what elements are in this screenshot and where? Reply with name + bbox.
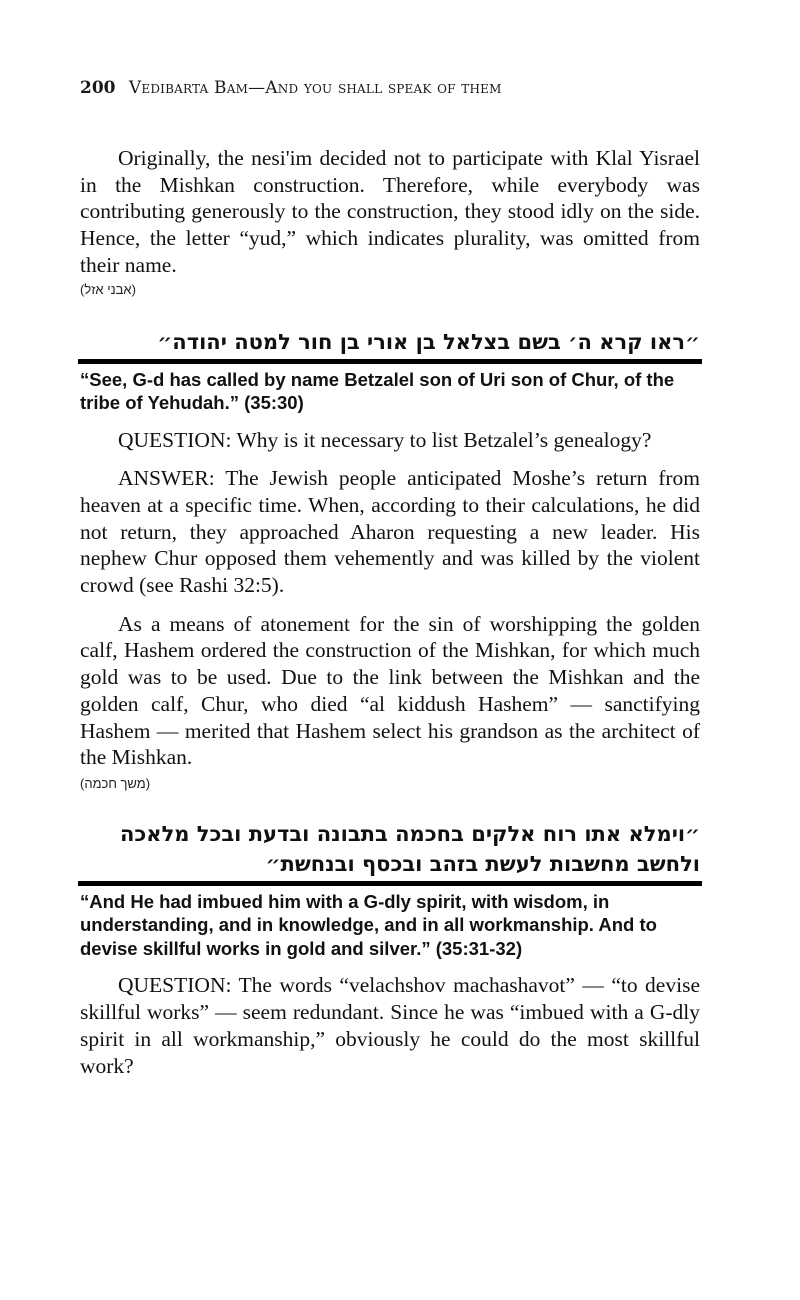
paragraph-nesiim: Originally, the nesi'im decided not to participate with Klal Yisrael in the Mishkan construction. Therefore, while everybody was contributing generously to the construction, they stood idly on the side. Hence, the letter “yud,” which indicates plurality, was omitted from their name. [80,146,700,277]
book-page [80,0,700,1079]
running-head [80,77,700,99]
hebrew-verse: ״ראו קרא ה׳ בשם בצלאל בן אורי בן חור למטה יהודה״ [157,329,700,354]
page-number: 200 [80,78,116,98]
question-paragraph: QUESTION: The words “velachshov machashavot” — “to devise skillful works” — seem redundant. Since he was “imbued with a G-dly spirit in all workmanship,” obviously he could do the most skillful work? [80,973,700,1078]
source-citation: (אבני אזל) [80,281,136,297]
answer-paragraph: ANSWER: The Jewish people anticipated Moshe’s return from heaven at a specific time. When, according to their calculations, he did not return, they approached Aharon requesting a new leader. His nephew Chur opposed them vehemently and was killed by the violent crowd (see Rashi 32:5). [80,466,700,598]
section-rule [78,359,702,364]
question-paragraph: QUESTION: Why is it necessary to list Betzalel’s genealogy? [118,427,652,452]
atonement-paragraph: As a means of atonement for the sin of worshipping the golden calf, Hashem ordered the construction of the Mishkan, for which much gold was to be used. Due to the link between the Mishkan and the golden calf, Chur, who died “al kiddush Hashem” — sanctifying Hashem — merited that Hashem select his grandson as the architect of the Mishkan. [80,611,700,770]
hebrew-verse-line-2: ולחשב מחשבות לעשת בזהב ובכסף ובנחשת״ [265,851,700,876]
source-citation: (משך חכמה) [80,775,151,791]
english-verse: “And He had imbued him with a G-dly spirit, with wisdom, in understanding, and in knowledge, and in all workmanship. And to devise skillful works in gold and silver.” (35:31-32) [80,890,657,959]
english-verse: “See, G-d has called by name Betzalel son of Uri son of Chur, of the tribe of Yehudah.” (35:30) [80,368,675,414]
hebrew-verse-line-1: ״וימלא אתו רוח אלקים בחכמה בתבונה ובדעת ובכל מלאכה [119,821,700,846]
running-title: Vedibarta Bam—And you shall speak of them [128,78,502,98]
section-rule [78,881,702,886]
